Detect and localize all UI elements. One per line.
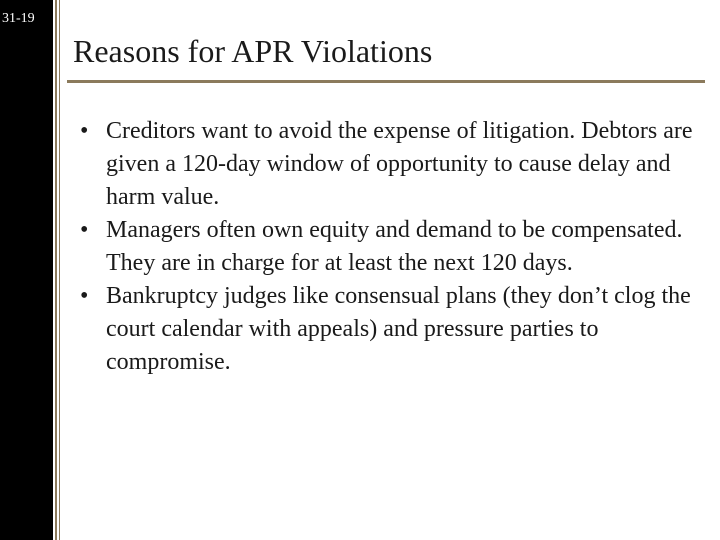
vertical-rule-thin <box>59 0 60 540</box>
bullet-text: Creditors want to avoid the expense of litigation. Debtors are given a 120-day window of opportunity to cause delay and harm value. <box>106 118 693 210</box>
left-bar <box>0 0 53 540</box>
bullet-glyph: • <box>80 118 89 144</box>
bullet-glyph: • <box>80 217 89 243</box>
vertical-rule <box>55 0 57 540</box>
bullet-item <box>78 214 708 280</box>
bullet-list <box>78 115 708 379</box>
bullet-text: Bankruptcy judges like consensual plans (they don’t clog the court calendar with appeals) and pressure parties to compromise. <box>106 283 691 375</box>
slide-number: 31-19 <box>2 11 35 26</box>
bullet-glyph: • <box>80 283 89 309</box>
bullet-item <box>78 115 708 214</box>
title-underline <box>67 80 705 83</box>
bullet-item <box>78 280 708 379</box>
bullet-text: Managers often own equity and demand to be compensated. They are in charge for at least the next 120 days. <box>106 217 683 276</box>
slide-title: Reasons for APR Violations <box>73 33 433 69</box>
